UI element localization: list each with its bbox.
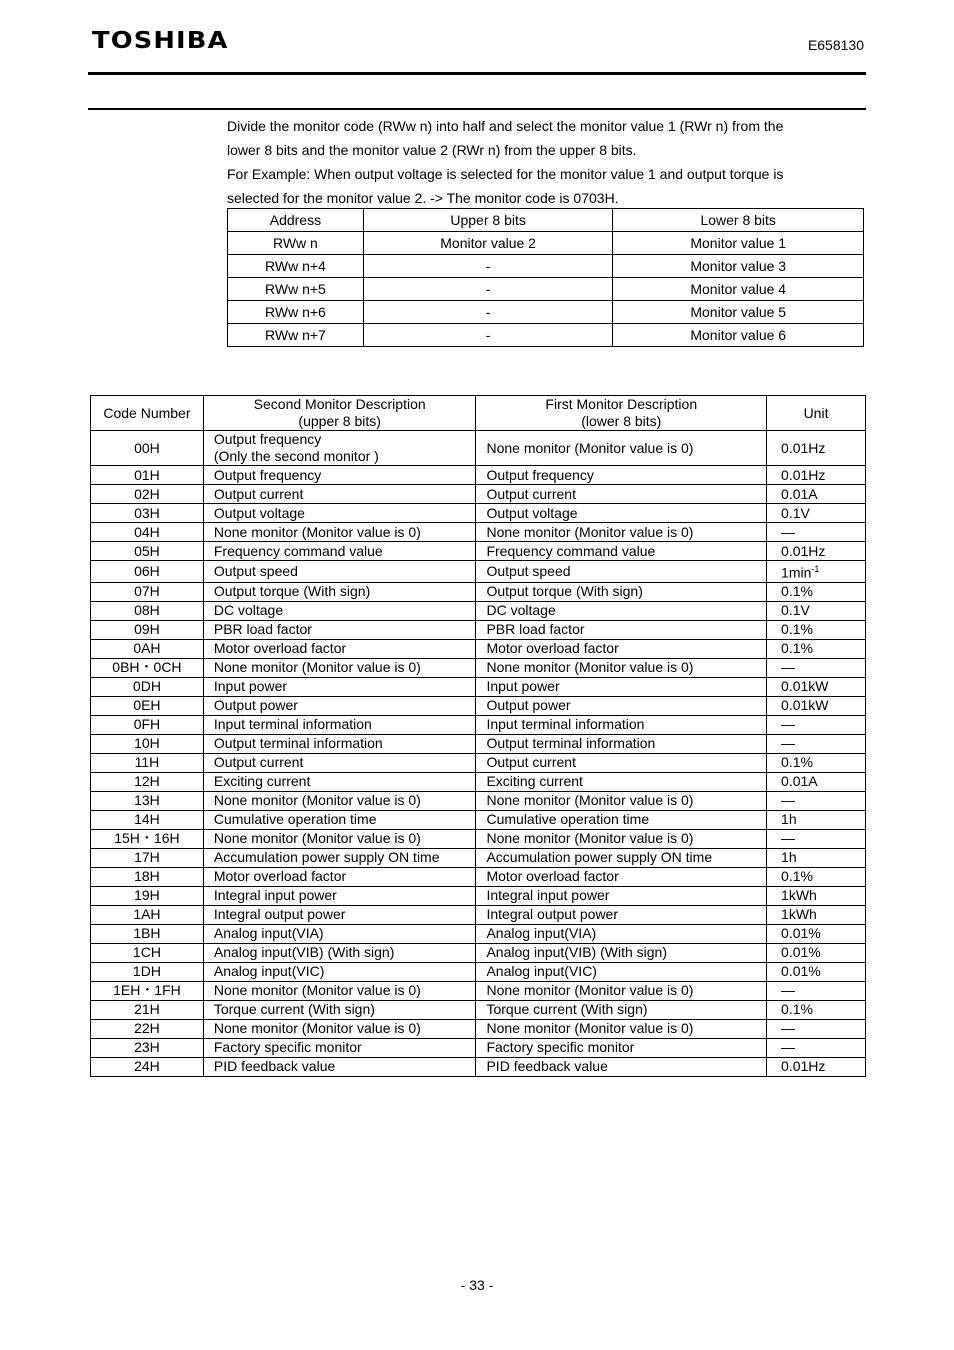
table-row bbox=[91, 753, 866, 772]
first-monitor-cell: None monitor (Monitor value is 0) bbox=[476, 431, 767, 466]
first-monitor-cell: Factory specific monitor bbox=[476, 1038, 767, 1057]
table-row bbox=[91, 582, 866, 601]
code-cell: 00H bbox=[91, 431, 204, 466]
first-monitor-cell: Output current bbox=[476, 753, 767, 772]
second-monitor-cell: Output speed bbox=[203, 561, 476, 583]
second-monitor-cell: Analog input(VIA) bbox=[203, 924, 476, 943]
lower-bits-cell: Monitor value 4 bbox=[613, 278, 864, 301]
first-monitor-cell: Output torque (With sign) bbox=[476, 582, 767, 601]
table-row bbox=[91, 734, 866, 753]
table-row bbox=[91, 561, 866, 583]
table-row bbox=[91, 924, 866, 943]
first-monitor-cell: Output speed bbox=[476, 561, 767, 583]
second-monitor-cell: Input terminal information bbox=[203, 715, 476, 734]
unit-cell: — bbox=[767, 981, 866, 1000]
second-monitor-cell: None monitor (Monitor value is 0) bbox=[203, 523, 476, 542]
unit-cell: 0.1V bbox=[767, 504, 866, 523]
code-cell: 06H bbox=[91, 561, 204, 583]
first-monitor-cell: Analog input(VIC) bbox=[476, 962, 767, 981]
second-monitor-cell: Output terminal information bbox=[203, 734, 476, 753]
unit-cell: 0.01kW bbox=[767, 696, 866, 715]
intro-line: For Example: When output voltage is selected for the monitor value 1 and output torque is bbox=[227, 166, 784, 182]
table-row bbox=[91, 791, 866, 810]
lower-bits-cell: Monitor value 6 bbox=[613, 324, 864, 347]
unit-cell: — bbox=[767, 791, 866, 810]
first-monitor-cell: Output terminal information bbox=[476, 734, 767, 753]
second-monitor-cell: Output frequency (Only the second monitor ) bbox=[203, 431, 476, 466]
second-monitor-cell: Output torque (With sign) bbox=[203, 582, 476, 601]
table-row bbox=[91, 867, 866, 886]
table-row bbox=[91, 523, 866, 542]
table-row bbox=[228, 324, 864, 347]
address-table bbox=[227, 208, 864, 347]
unit-cell: — bbox=[767, 523, 866, 542]
unit-cell: — bbox=[767, 1038, 866, 1057]
table-row bbox=[91, 658, 866, 677]
first-monitor-cell: Accumulation power supply ON time bbox=[476, 848, 767, 867]
first-monitor-cell: None monitor (Monitor value is 0) bbox=[476, 829, 767, 848]
page-number: - 33 - bbox=[460, 1277, 494, 1293]
first-monitor-cell: None monitor (Monitor value is 0) bbox=[476, 1019, 767, 1038]
unit-cell: — bbox=[767, 734, 866, 753]
code-cell: 0AH bbox=[91, 639, 204, 658]
second-monitor-cell: Analog input(VIB) (With sign) bbox=[203, 943, 476, 962]
unit-cell: 0.1% bbox=[767, 867, 866, 886]
first-monitor-cell: Exciting current bbox=[476, 772, 767, 791]
first-monitor-cell: None monitor (Monitor value is 0) bbox=[476, 981, 767, 1000]
table-row bbox=[91, 905, 866, 924]
code-cell: 02H bbox=[91, 485, 204, 504]
upper-bits-cell: - bbox=[363, 278, 613, 301]
code-cell: 21H bbox=[91, 1000, 204, 1019]
address-cell: RWw n bbox=[228, 232, 364, 255]
address-cell: RWw n+7 bbox=[228, 324, 364, 347]
unit-cell: 0.01Hz bbox=[767, 542, 866, 561]
code-cell: 07H bbox=[91, 582, 204, 601]
header-lower-bits: Lower 8 bits bbox=[613, 209, 864, 232]
table-row bbox=[91, 639, 866, 658]
code-cell: 13H bbox=[91, 791, 204, 810]
code-cell: 1DH bbox=[91, 962, 204, 981]
header-unit: Unit bbox=[767, 396, 866, 431]
monitor-code-table bbox=[90, 395, 866, 1077]
table-row bbox=[91, 1057, 866, 1076]
unit-cell: 1kWh bbox=[767, 905, 866, 924]
second-monitor-cell: Analog input(VIC) bbox=[203, 962, 476, 981]
second-monitor-cell: Output current bbox=[203, 485, 476, 504]
code-cell: 15H・16H bbox=[91, 829, 204, 848]
code-cell: 05H bbox=[91, 542, 204, 561]
header-first-monitor: First Monitor Description (lower 8 bits) bbox=[476, 396, 767, 431]
first-monitor-cell: Input power bbox=[476, 677, 767, 696]
second-monitor-cell: Torque current (With sign) bbox=[203, 1000, 476, 1019]
second-monitor-cell: Motor overload factor bbox=[203, 639, 476, 658]
upper-bits-cell: - bbox=[363, 324, 613, 347]
code-cell: 0DH bbox=[91, 677, 204, 696]
first-monitor-cell: Output current bbox=[476, 485, 767, 504]
section-rule bbox=[88, 108, 866, 110]
code-cell: 10H bbox=[91, 734, 204, 753]
first-monitor-cell: Input terminal information bbox=[476, 715, 767, 734]
unit-cell: 0.01% bbox=[767, 962, 866, 981]
first-monitor-cell: None monitor (Monitor value is 0) bbox=[476, 791, 767, 810]
unit-cell: 0.01% bbox=[767, 924, 866, 943]
first-monitor-cell: Analog input(VIB) (With sign) bbox=[476, 943, 767, 962]
code-cell: 23H bbox=[91, 1038, 204, 1057]
code-cell: 09H bbox=[91, 620, 204, 639]
first-monitor-cell: Output power bbox=[476, 696, 767, 715]
header-second-monitor: Second Monitor Description (upper 8 bits) bbox=[203, 396, 476, 431]
table-row bbox=[91, 542, 866, 561]
table-header-row bbox=[91, 396, 866, 431]
table-row bbox=[91, 772, 866, 791]
table-row bbox=[91, 677, 866, 696]
second-monitor-cell: Output power bbox=[203, 696, 476, 715]
second-monitor-cell: Input power bbox=[203, 677, 476, 696]
unit-cell: 0.1% bbox=[767, 582, 866, 601]
table-row bbox=[91, 504, 866, 523]
table-row bbox=[91, 829, 866, 848]
first-monitor-cell: None monitor (Monitor value is 0) bbox=[476, 658, 767, 677]
address-cell: RWw n+6 bbox=[228, 301, 364, 324]
code-cell: 1AH bbox=[91, 905, 204, 924]
first-monitor-cell: Output frequency bbox=[476, 466, 767, 485]
first-monitor-cell: Output voltage bbox=[476, 504, 767, 523]
second-monitor-cell: Integral output power bbox=[203, 905, 476, 924]
second-monitor-cell: None monitor (Monitor value is 0) bbox=[203, 1019, 476, 1038]
second-monitor-cell: Frequency command value bbox=[203, 542, 476, 561]
unit-cell: 0.01A bbox=[767, 772, 866, 791]
code-cell: 24H bbox=[91, 1057, 204, 1076]
code-cell: 0BH・0CH bbox=[91, 658, 204, 677]
lower-bits-cell: Monitor value 1 bbox=[613, 232, 864, 255]
second-monitor-cell: None monitor (Monitor value is 0) bbox=[203, 658, 476, 677]
second-monitor-cell: Cumulative operation time bbox=[203, 810, 476, 829]
second-monitor-cell: Motor overload factor bbox=[203, 867, 476, 886]
unit-cell: 0.01Hz bbox=[767, 1057, 866, 1076]
header-rule bbox=[88, 72, 866, 75]
code-cell: 1BH bbox=[91, 924, 204, 943]
table-row bbox=[91, 431, 866, 466]
first-monitor-cell: Frequency command value bbox=[476, 542, 767, 561]
table-header-row bbox=[228, 209, 864, 232]
code-cell: 11H bbox=[91, 753, 204, 772]
first-monitor-cell: Integral output power bbox=[476, 905, 767, 924]
address-cell: RWw n+5 bbox=[228, 278, 364, 301]
unit-cell: 0.1% bbox=[767, 639, 866, 658]
second-monitor-cell: PBR load factor bbox=[203, 620, 476, 639]
lower-bits-cell: Monitor value 3 bbox=[613, 255, 864, 278]
second-monitor-cell: Output frequency bbox=[203, 466, 476, 485]
second-monitor-cell: None monitor (Monitor value is 0) bbox=[203, 791, 476, 810]
unit-cell: 0.1% bbox=[767, 1000, 866, 1019]
code-cell: 01H bbox=[91, 466, 204, 485]
unit-cell: 0.1% bbox=[767, 753, 866, 772]
table-row bbox=[91, 848, 866, 867]
table-row bbox=[228, 255, 864, 278]
table-row bbox=[91, 620, 866, 639]
intro-line: Divide the monitor code (RWw n) into half and select the monitor value 1 (RWr n) from the bbox=[227, 118, 784, 134]
unit-cell: — bbox=[767, 658, 866, 677]
first-monitor-cell: Analog input(VIA) bbox=[476, 924, 767, 943]
table-row bbox=[91, 886, 866, 905]
header-address: Address bbox=[228, 209, 364, 232]
code-cell: 08H bbox=[91, 601, 204, 620]
unit-cell: 1h bbox=[767, 810, 866, 829]
code-cell: 14H bbox=[91, 810, 204, 829]
first-monitor-cell: Integral input power bbox=[476, 886, 767, 905]
unit-cell: $1\min^{-1}$ bbox=[767, 561, 866, 583]
table-row bbox=[91, 485, 866, 504]
unit-cell: 0.01% bbox=[767, 943, 866, 962]
first-monitor-cell: PBR load factor bbox=[476, 620, 767, 639]
first-monitor-cell: DC voltage bbox=[476, 601, 767, 620]
unit-cell: — bbox=[767, 715, 866, 734]
header-upper-bits: Upper 8 bits bbox=[363, 209, 613, 232]
header-code-number: Code Number bbox=[91, 396, 204, 431]
table-row bbox=[91, 696, 866, 715]
second-monitor-cell: PID feedback value bbox=[203, 1057, 476, 1076]
code-cell: 12H bbox=[91, 772, 204, 791]
unit-cell: 0.1V bbox=[767, 601, 866, 620]
unit-cell: 0.1% bbox=[767, 620, 866, 639]
second-monitor-cell: Output voltage bbox=[203, 504, 476, 523]
second-monitor-cell: Output current bbox=[203, 753, 476, 772]
unit-cell: 0.01kW bbox=[767, 677, 866, 696]
table-row bbox=[91, 962, 866, 981]
code-cell: 1EH・1FH bbox=[91, 981, 204, 1000]
table-row bbox=[91, 466, 866, 485]
second-monitor-cell: Exciting current bbox=[203, 772, 476, 791]
table-row bbox=[91, 1019, 866, 1038]
first-monitor-cell: PID feedback value bbox=[476, 1057, 767, 1076]
second-monitor-cell: Integral input power bbox=[203, 886, 476, 905]
address-cell: RWw n+4 bbox=[228, 255, 364, 278]
table-row bbox=[91, 943, 866, 962]
first-monitor-cell: None monitor (Monitor value is 0) bbox=[476, 523, 767, 542]
first-monitor-cell: Torque current (With sign) bbox=[476, 1000, 767, 1019]
code-cell: 0FH bbox=[91, 715, 204, 734]
unit-cell: 0.01Hz bbox=[767, 466, 866, 485]
upper-bits-cell: - bbox=[363, 301, 613, 324]
upper-bits-cell: Monitor value 2 bbox=[363, 232, 613, 255]
table-row bbox=[91, 981, 866, 1000]
intro-paragraph bbox=[227, 114, 867, 210]
unit-cell: 0.01Hz bbox=[767, 431, 866, 466]
code-cell: 0EH bbox=[91, 696, 204, 715]
toshiba-logo: TOSHIBA bbox=[92, 28, 229, 54]
upper-bits-cell: - bbox=[363, 255, 613, 278]
first-monitor-cell: Motor overload factor bbox=[476, 639, 767, 658]
unit-cell: 1kWh bbox=[767, 886, 866, 905]
table-row bbox=[91, 810, 866, 829]
table-row bbox=[91, 601, 866, 620]
table-row bbox=[91, 1000, 866, 1019]
code-cell: 1CH bbox=[91, 943, 204, 962]
unit-cell: 0.01A bbox=[767, 485, 866, 504]
document-number: E658130 bbox=[807, 37, 864, 53]
table-row bbox=[228, 232, 864, 255]
second-monitor-cell: Accumulation power supply ON time bbox=[203, 848, 476, 867]
unit-cell: 1h bbox=[767, 848, 866, 867]
intro-line: selected for the monitor value 2. -> The monitor code is 0703H. bbox=[227, 190, 619, 206]
table-row bbox=[91, 1038, 866, 1057]
code-cell: 22H bbox=[91, 1019, 204, 1038]
code-cell: 04H bbox=[91, 523, 204, 542]
code-cell: 19H bbox=[91, 886, 204, 905]
table-row bbox=[228, 278, 864, 301]
unit-cell: — bbox=[767, 1019, 866, 1038]
lower-bits-cell: Monitor value 5 bbox=[613, 301, 864, 324]
second-monitor-cell: None monitor (Monitor value is 0) bbox=[203, 829, 476, 848]
table-row bbox=[91, 715, 866, 734]
second-monitor-cell: None monitor (Monitor value is 0) bbox=[203, 981, 476, 1000]
first-monitor-cell: Motor overload factor bbox=[476, 867, 767, 886]
second-monitor-cell: Factory specific monitor bbox=[203, 1038, 476, 1057]
first-monitor-cell: Cumulative operation time bbox=[476, 810, 767, 829]
intro-line: lower 8 bits and the monitor value 2 (RWr n) from the upper 8 bits. bbox=[227, 142, 637, 158]
code-cell: 17H bbox=[91, 848, 204, 867]
code-cell: 18H bbox=[91, 867, 204, 886]
table-row bbox=[228, 301, 864, 324]
unit-cell: — bbox=[767, 829, 866, 848]
second-monitor-cell: DC voltage bbox=[203, 601, 476, 620]
code-cell: 03H bbox=[91, 504, 204, 523]
